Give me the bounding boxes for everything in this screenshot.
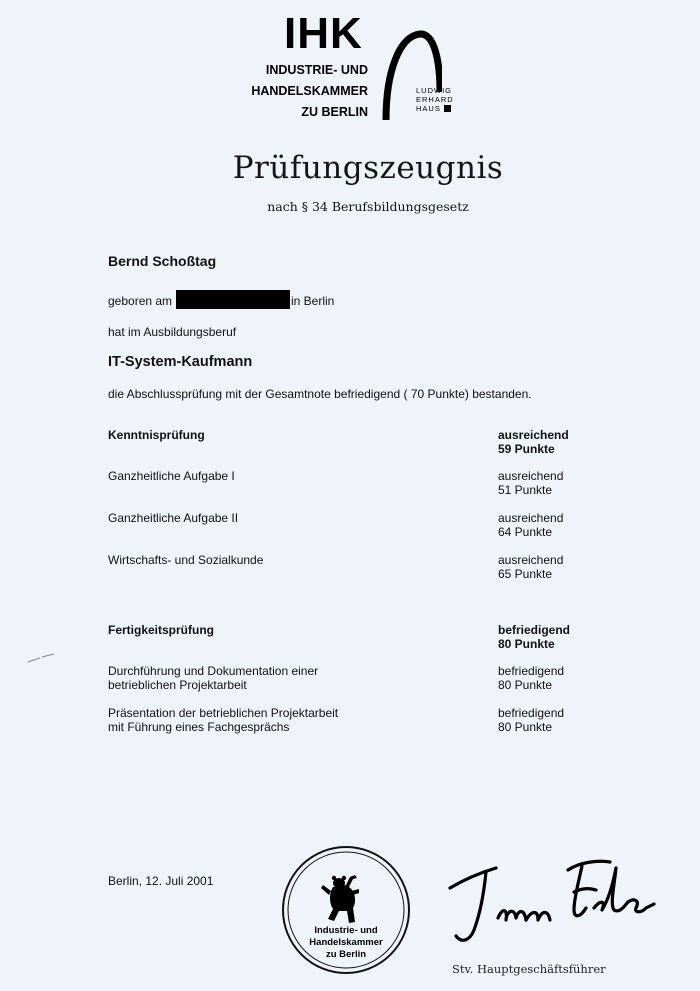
section-name: Kenntnisprüfung [108,428,205,442]
redacted-birthdate [176,290,290,309]
exam-item-name-line-2: betrieblichen Projektarbeit [108,678,247,692]
handwritten-signature [440,848,670,948]
document-subtitle: nach § 34 Berufsbildungsgesetz [267,199,469,214]
exam-item-name-line-1: Durchführung und Dokumentation einer [108,664,319,678]
margin-mark [26,652,56,664]
building-line-2: ERHARD [416,95,454,104]
section-grade: ausreichend [498,428,569,442]
exam-item-points: 80 Punkte [498,720,553,734]
born-suffix: in Berlin [291,294,335,308]
exam-item-name: Ganzheitliche Aufgabe II [108,511,239,525]
exam-item-points: 65 Punkte [498,567,553,581]
logo-line-1: INDUSTRIE- UND [265,63,368,77]
section-grade: befriedigend [498,623,571,637]
candidate-name: Bernd Schoßtag [108,253,217,269]
section-name: Fertigkeitsprüfung [108,623,215,637]
exam-item-name-line-2: mit Führung eines Fachgesprächs [108,720,290,734]
exam-item-points: 51 Punkte [498,483,553,497]
exam-item-name: Wirtschafts- und Sozialkunde [108,553,264,567]
exam-item-grade: ausreichend [498,553,564,567]
logo-abbreviation: IHK [284,9,363,58]
profession: IT-System-Kaufmann [108,354,253,370]
exam-item-name-line-1: Präsentation der betrieblichen Projektarbeit [108,706,339,720]
exam-item-points: 64 Punkte [498,525,553,539]
square-icon [444,105,451,112]
section-points: 80 Punkte [498,637,555,651]
logo-line-2: HANDELSKAMMER [251,84,368,98]
document-title: Prüfungszeugnis [232,150,504,186]
ludwig-erhard-haus-mark [416,86,454,113]
ihk-logo [240,10,480,120]
exam-item-grade: ausreichend [498,511,564,525]
seal-line-1: Industrie- und [314,925,378,936]
logo-line-3: ZU BERLIN [301,105,368,119]
exam-item-name: Ganzheitliche Aufgabe I [108,469,235,483]
exam-item-grade: befriedigend [498,706,565,720]
exam-item-points: 80 Punkte [498,678,553,692]
place-and-date: Berlin, 12. Juli 2001 [108,874,214,888]
signature-caption: Stv. Hauptgeschäftsführer [452,962,606,976]
born-prefix: geboren am [108,294,173,308]
exam-item-grade: ausreichend [498,469,564,483]
building-line-1: LUDWIG [416,86,452,95]
section-points: 59 Punkte [498,442,555,456]
building-line-3: HAUS [416,104,441,113]
seal-line-3: zu Berlin [325,949,367,960]
training-intro: hat im Ausbildungsberuf [108,325,237,339]
exam-item-grade: befriedigend [498,664,565,678]
result-sentence: die Abschlussprüfung mit der Gesamtnote befriedigend ( 70 Punkte) bestanden. [108,387,532,401]
seal-line-2: Handelskammer [309,937,383,948]
